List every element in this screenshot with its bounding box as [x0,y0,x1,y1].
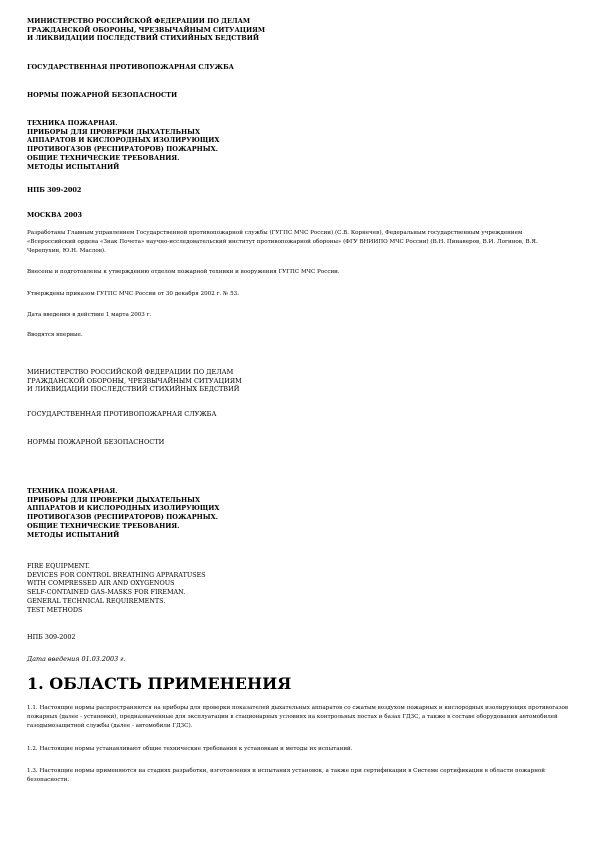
introduction-date: Дата введения 01.03.2003 г. [27,655,126,663]
norms-label: НОРМЫ ПОЖАРНОЙ БЕЗОПАСНОСТИ [27,91,178,99]
document-code: НПБ 309-2002 [27,186,82,194]
ministry-header: МИНИСТЕРСТВО РОССИЙСКОЙ ФЕДЕРАЦИИ ПО ДЕЛАМ ГРАЖДАНСКОЙ ОБОРОНЫ, ЧРЕЗВЫЧАЙНЫМ СИТУАЦИЯМ И ЛИКВИДАЦИИ ПОСЛЕДСТВИЙ СТИХИЙНЫХ БЕДСТВИЙ [27,17,266,43]
service-name: ГОСУДАРСТВЕННАЯ ПРОТИВОПОЖАРНАЯ СЛУЖБА [27,63,234,71]
document-title-english: FIRE EQUIPMENT. DEVICES FOR CONTROL BREATHING APPARATUSES WITH COMPRESSED AIR AND OXYGENOUS SELF-CONTAINED GAS-MASKS FOR FIREMAN. GENERAL TECHNICAL REQUIREMENTS. TEST METHODS [27,562,206,614]
effective-date-paragraph: Дата введения в действие 1 марта 2003 г. [27,312,152,318]
section-heading: 1. ОБЛАСТЬ ПРИМЕНЕНИЯ [27,674,292,693]
service-name-repeat: ГОСУДАРСТВЕННАЯ ПРОТИВОПОЖАРНАЯ СЛУЖБА [27,410,217,418]
developed-by-paragraph: Разработаны Главным управлением Государственной противопожарной службы (ГУГПС МЧС России) (С.В. Корнечев), Федеральным государственным учреждением «Всероссийский ордена «Знак Почета» научно-исследовательский институт противопожарной обороны» (ФГУ ВНИИПО МЧС России) (В.Н. Пинаверов, В.И. Логинов, В.Я. Черепухин, Ю.Н. Маслов). [27,230,538,255]
ministry-header-repeat: МИНИСТЕРСТВО РОССИЙСКОЙ ФЕДЕРАЦИИ ПО ДЕЛАМ ГРАЖДАНСКОЙ ОБОРОНЫ, ЧРЕЗВЫЧАЙНЫМ СИТУАЦИЯМ И ЛИКВИДАЦИИ ПОСЛЕДСТВИЙ СТИХИЙНЫХ БЕДСТВИЙ [27,368,242,394]
norms-label-repeat: НОРМЫ ПОЖАРНОЙ БЕЗОПАСНОСТИ [27,438,165,446]
paragraph-1-1: 1.1. Настоящие нормы распространяются на приборы для проверки показателей дыхательных аппаратов со сжатым воздухом пожарных и кислородных изолирующих противогазов пожарных (далее - установки), предназначенные для эксплуатации в стационарных условиях на контрольных постах и базах ГДЗС, а также в составе оборудования автомобилей газодымозащитной службы (далее - автомобили ГДЗС). [27,705,569,730]
first-time-paragraph: Вводятся впервые. [27,332,83,338]
document-title: ТЕХНИКА ПОЖАРНАЯ. ПРИБОРЫ ДЛЯ ПРОВЕРКИ ДЫХАТЕЛЬНЫХ АППАРАТОВ И КИСЛОРОДНЫХ ИЗОЛИРУЮЩИХ ПРОТИВОГАЗОВ (РЕСПИРАТОРОВ) ПОЖАРНЫХ. ОБЩИЕ ТЕХНИЧЕСКИЕ ТРЕБОВАНИЯ. МЕТОДЫ ИСПЫТАНИЙ [27,119,220,171]
introduced-by-paragraph: Внесены и подготовлены к утверждению отделом пожарной техники и вооружения ГУГПС МЧС России. [27,269,340,275]
paragraph-1-2: 1.2. Настоящие нормы устанавливают общие технические требования к установкам и методы их испытаний. [27,746,353,752]
approved-by-paragraph: Утверждены приказом ГУГПС МЧС России от 30 декабря 2002 г. № 53. [27,291,240,297]
paragraph-1-3: 1.3. Настоящие нормы применяются на стадиях разработки, изготовления и испытания установок, а также при сертификации в Системе сертификации в области пожарной безопасности. [27,768,546,784]
document-code-repeat: НПБ 309-2002 [27,633,76,641]
document-title-repeat: ТЕХНИКА ПОЖАРНАЯ. ПРИБОРЫ ДЛЯ ПРОВЕРКИ ДЫХАТЕЛЬНЫХ АППАРАТОВ И КИСЛОРОДНЫХ ИЗОЛИРУЮЩИХ ПРОТИВОГАЗОВ (РЕСПИРАТОРОВ) ПОЖАРНЫХ. ОБЩИЕ ТЕХНИЧЕСКИЕ ТРЕБОВАНИЯ. МЕТОДЫ ИСПЫТАНИЙ [27,487,220,539]
city-year: МОСКВА 2003 [27,211,83,219]
